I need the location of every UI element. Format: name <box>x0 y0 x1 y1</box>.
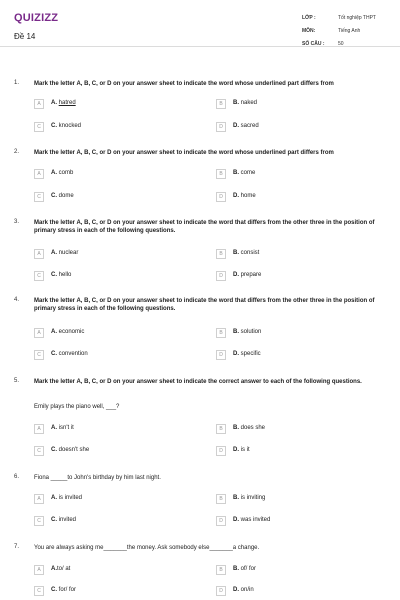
question-number: 1. <box>14 80 20 86</box>
option-letter-box: C <box>34 586 44 596</box>
option-value: is invited <box>58 495 83 501</box>
question-number: 6. <box>14 474 20 480</box>
option-value: dome <box>58 193 74 199</box>
option-value: does she <box>240 425 266 431</box>
option-label: B. <box>233 170 239 176</box>
option-letter-box: A <box>34 328 44 338</box>
option-label: C. <box>51 193 57 199</box>
option-value: on/in <box>240 587 254 593</box>
meta-row-count <box>302 39 400 52</box>
option-label: D. <box>233 447 239 453</box>
meta-value: 50 <box>338 41 344 47</box>
option-label: A. <box>51 250 57 256</box>
option-letter-box: B <box>216 328 226 338</box>
option-value: of/ for <box>240 566 257 572</box>
option-label: B. <box>233 425 239 431</box>
option-value: is inviting <box>240 495 266 501</box>
option-value: isn't it <box>58 425 74 431</box>
option-value: naked <box>240 100 258 106</box>
option-letter-box: B <box>216 565 226 575</box>
option-label: A. <box>51 100 57 106</box>
option-label: C. <box>51 447 57 453</box>
option-value: doesn't she <box>58 447 90 453</box>
option-letter-box: C <box>34 271 44 281</box>
option-value: specific <box>240 351 261 357</box>
option-value: comb <box>58 170 74 176</box>
option-value: for/ for <box>58 587 77 593</box>
option-label: A. <box>51 495 57 501</box>
option-letter-box: D <box>216 122 226 132</box>
option-value: prepare <box>240 272 262 278</box>
option-value: hello <box>58 272 72 278</box>
option-label: D. <box>233 193 239 199</box>
question-number: 4. <box>14 297 20 303</box>
option-letter-box: D <box>216 446 226 456</box>
option-label: C. <box>51 123 57 129</box>
option-value: invited <box>58 517 77 523</box>
option-value: was invited <box>240 517 271 523</box>
option-label: A. <box>51 170 57 176</box>
option-value: convention <box>58 351 88 357</box>
option-letter-box: C <box>34 350 44 360</box>
option-label: B. <box>233 566 239 572</box>
option-label: B. <box>233 329 239 335</box>
option-value: knocked <box>58 123 82 129</box>
option-value: sacred <box>240 123 259 129</box>
question-text: You are always asking me_______the money. Ask somebody else_______a change. <box>34 545 260 551</box>
question-text: Fiona _____to John's birthday by him last night. <box>34 475 161 481</box>
meta-key: MÔN: <box>302 28 316 34</box>
option-label: B. <box>233 100 239 106</box>
quizizz-logo: QUIZIZZ <box>14 12 59 24</box>
option-letter-box: B <box>216 424 226 434</box>
option-label: B. <box>233 250 239 256</box>
option-label: C. <box>51 272 57 278</box>
option-letter-box: C <box>34 122 44 132</box>
option-letter-box: D <box>216 192 226 202</box>
meta-key: LỚP : <box>302 15 316 21</box>
question-number: 5. <box>14 378 20 384</box>
option-value: is it <box>240 447 250 453</box>
option-label: B. <box>233 495 239 501</box>
option-label: D. <box>233 517 239 523</box>
option-label: C. <box>51 587 57 593</box>
question-number: 3. <box>14 219 20 225</box>
option-label: A. <box>51 425 57 431</box>
option-letter-box: D <box>216 516 226 526</box>
option-label: D. <box>233 351 239 357</box>
option-label: A. <box>51 329 57 335</box>
option-value: hatred <box>58 100 76 106</box>
option-letter-box: B <box>216 99 226 109</box>
option-letter-box: A <box>34 169 44 179</box>
question-number: 7. <box>14 544 20 550</box>
option-letter-box: A <box>34 249 44 259</box>
option-label: C. <box>51 351 57 357</box>
option-letter-box: D <box>216 271 226 281</box>
option-letter-box: C <box>34 516 44 526</box>
exam-meta <box>302 13 400 52</box>
option-letter-box: B <box>216 169 226 179</box>
option-letter-box: C <box>34 446 44 456</box>
option-letter-box: A <box>34 99 44 109</box>
question-text: Mark the letter A, B, C, or D on your answer sheet to indicate the word whose underlined part differs from <box>34 81 334 87</box>
meta-row-subject <box>302 26 400 39</box>
option-letter-box: B <box>216 494 226 504</box>
meta-value: Tiếng Anh <box>338 28 361 34</box>
option-letter-box: D <box>216 350 226 360</box>
option-label: A. <box>51 566 57 572</box>
option-letter-box: D <box>216 586 226 596</box>
worksheet-header <box>0 0 400 47</box>
question-text: Mark the letter A, B, C, or D on your answer sheet to indicate the word that differs from the other three in the position of primary stress in each of the following questions. <box>34 220 375 234</box>
option-value: to/ at <box>57 566 71 572</box>
option-label: C. <box>51 517 57 523</box>
option-label: D. <box>233 587 239 593</box>
option-value: solution <box>240 329 262 335</box>
option-letter-box: A <box>34 565 44 575</box>
option-letter-box: C <box>34 192 44 202</box>
question-number: 2. <box>14 149 20 155</box>
option-label: D. <box>233 272 239 278</box>
meta-key: SỐ CÂU : <box>302 41 325 47</box>
option-letter-box: B <box>216 249 226 259</box>
option-value: nuclear <box>58 250 79 256</box>
question-stem: Emily plays the piano well, ___? <box>34 404 120 410</box>
option-value: economic <box>58 329 85 335</box>
meta-value: Tốt nghiệp THPT <box>338 15 376 21</box>
question-text: Mark the letter A, B, C, or D on your answer sheet to indicate the correct answer to each of the following questions. <box>34 379 362 385</box>
option-label: D. <box>233 123 239 129</box>
option-value: come <box>240 170 256 176</box>
option-letter-box: A <box>34 494 44 504</box>
meta-row-class <box>302 13 400 26</box>
question-text: Mark the letter A, B, C, or D on your answer sheet to indicate the word whose underlined part differs from <box>34 150 334 156</box>
question-text: Mark the letter A, B, C, or D on your answer sheet to indicate the word that differs from the other three in the position of primary stress in each of the following questions. <box>34 298 375 312</box>
option-value: home <box>240 193 256 199</box>
option-value: consist <box>240 250 260 256</box>
exam-title: Đề 14 <box>14 32 36 41</box>
option-letter-box: A <box>34 424 44 434</box>
